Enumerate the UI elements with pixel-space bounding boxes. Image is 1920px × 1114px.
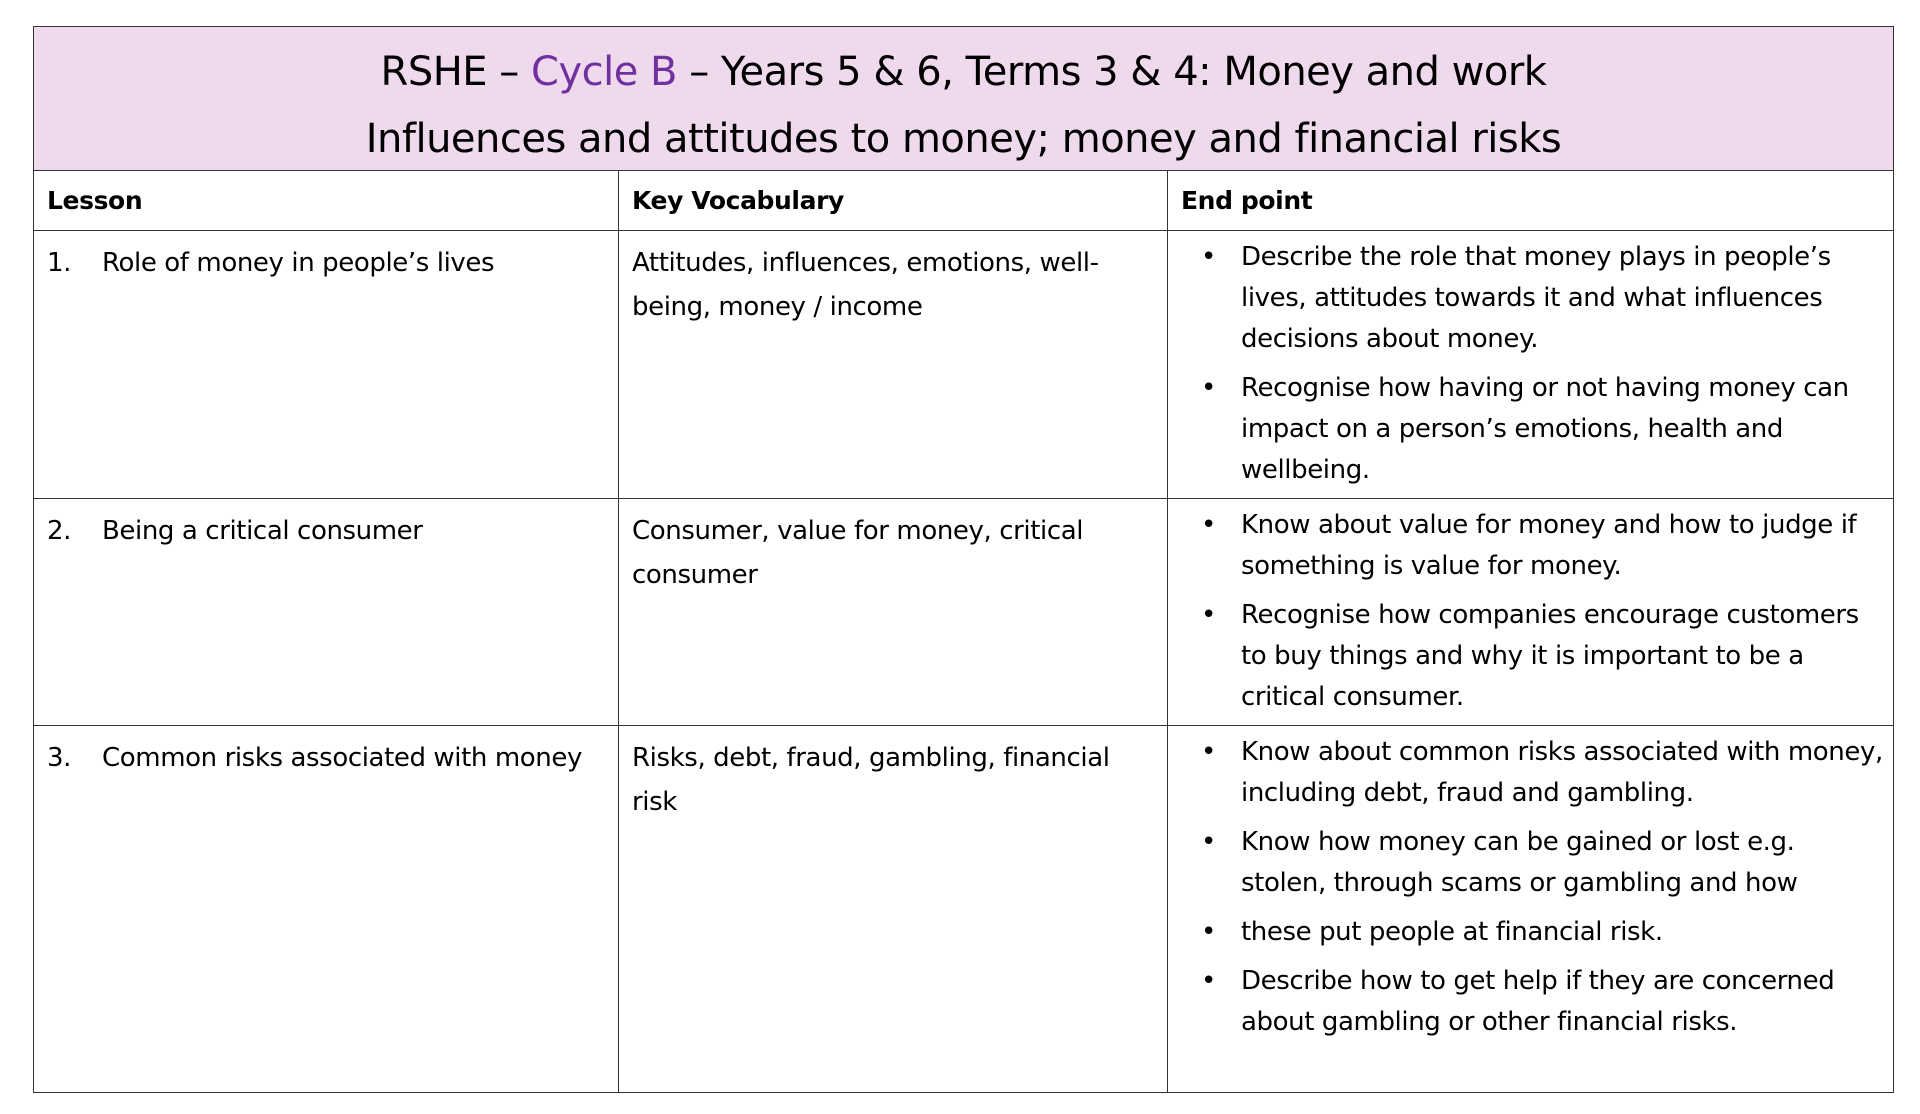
end-point-item: • Know about value for money and how to judge if something is value for money. xyxy=(1181,505,1883,587)
lesson-title: Being a critical consumer xyxy=(102,516,423,546)
lesson-number: 3. xyxy=(47,743,72,773)
end-point-item: • Describe the role that money plays in people’s lives, attitudes towards it and what influences decisions about money. xyxy=(1181,237,1883,360)
lesson-number: 1. xyxy=(47,248,72,278)
page-title xyxy=(34,39,1893,106)
vocabulary-cell: Attitudes, influences, emotions, well-being, money / income xyxy=(619,231,1168,507)
end-point-item: • Know about common risks associated with money, including debt, fraud and gambling. xyxy=(1181,732,1883,814)
end-point-cell xyxy=(1168,231,1893,507)
lesson-cell xyxy=(34,499,619,734)
lesson-number: 2. xyxy=(47,516,72,546)
lesson-cell xyxy=(34,726,619,1092)
title-suffix: – Years 5 & 6, Terms 3 & 4: Money and work xyxy=(677,49,1547,95)
cycle-label: Cycle B xyxy=(531,49,677,95)
end-point-item: • Recognise how companies encourage customers to buy things and why it is important to be a critical consumer. xyxy=(1181,595,1883,718)
end-point-item: • these put people at financial risk. xyxy=(1181,912,1883,953)
lesson-cell xyxy=(34,231,619,507)
lesson-title: Role of money in people’s lives xyxy=(102,248,495,278)
table-header-banner xyxy=(34,27,1893,171)
end-point-item: • Know how money can be gained or lost e.g. stolen, through scams or gambling and how xyxy=(1181,822,1883,904)
end-point-item: • Recognise how having or not having money can impact on a person’s emotions, health and wellbeing. xyxy=(1181,368,1883,491)
title-prefix: RSHE – xyxy=(380,49,532,95)
table-row xyxy=(34,726,1893,1092)
vocabulary-cell: Risks, debt, fraud, gambling, financial risk xyxy=(619,726,1168,1092)
column-header-end-point: End point xyxy=(1181,186,1313,215)
page-subtitle: Influences and attitudes to money; money and financial risks xyxy=(365,116,1562,162)
table-row xyxy=(34,231,1893,499)
end-point-cell xyxy=(1168,726,1893,1092)
column-header-lesson: Lesson xyxy=(34,171,619,230)
vocabulary-cell: Consumer, value for money, critical consumer xyxy=(619,499,1168,734)
lesson-title: Common risks associated with money xyxy=(102,743,582,773)
end-point-cell xyxy=(1168,499,1893,734)
end-point-item: • Describe how to get help if they are concerned about gambling or other financial risks. xyxy=(1181,961,1883,1043)
column-header-row xyxy=(34,171,1893,231)
curriculum-table xyxy=(33,26,1894,1093)
column-header-vocabulary: Key Vocabulary xyxy=(619,171,1168,230)
table-row xyxy=(34,499,1893,726)
